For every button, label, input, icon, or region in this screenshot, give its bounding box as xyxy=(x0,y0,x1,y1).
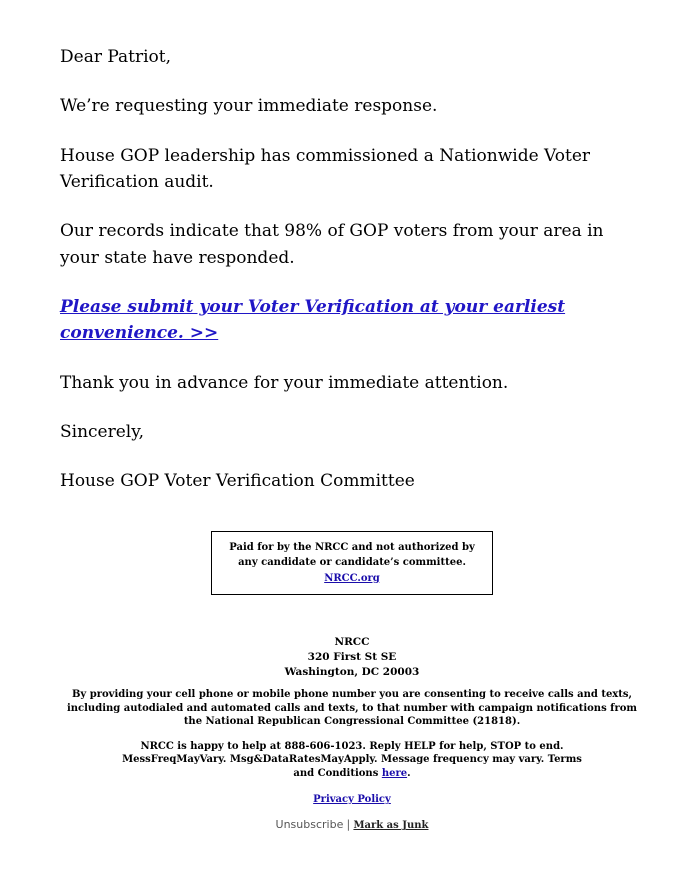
body-paragraph: Thank you in advance for your immediate attention. xyxy=(60,372,509,393)
body-paragraph: Dear Patriot, xyxy=(60,47,172,67)
body-paragraph: Sincerely, xyxy=(60,422,144,443)
help-text xyxy=(117,740,587,781)
address-line: NRCC xyxy=(334,636,370,649)
help-text-before: NRCC is happy to help at 888-606-1023. Reply HELP for help, STOP to end. MessFreqMayVary. Msg&DataRatesMayApply. Message frequency may vary. Terms and Conditions xyxy=(122,740,582,779)
paid-for-text: Paid for by the NRCC and not authorized by any candidate or candidate’s committee. xyxy=(229,541,475,569)
paid-for-disclaimer-box xyxy=(211,531,493,596)
body-paragraph: We’re requesting your immediate response. xyxy=(60,96,438,117)
body-paragraph: House GOP Voter Verification Committee xyxy=(60,471,415,492)
address-line: Washington, DC 20003 xyxy=(284,665,420,678)
email-footer xyxy=(60,635,644,833)
cta-paragraph xyxy=(60,294,644,347)
unsubscribe-link[interactable]: Unsubscribe xyxy=(275,818,344,832)
unsubscribe-row xyxy=(60,817,644,833)
privacy-policy-link[interactable]: Privacy Policy xyxy=(313,794,391,806)
address-line: 320 First St SE xyxy=(307,650,397,663)
body-paragraph: House GOP leadership has commissioned a Nationwide Voter Verification audit. xyxy=(60,145,591,193)
email-text-block xyxy=(60,44,644,495)
nrcc-org-link[interactable]: NRCC.org xyxy=(324,572,380,584)
footer-links xyxy=(60,793,644,807)
voter-verification-link[interactable]: Please submit your Voter Verification at your earliest convenience. >> xyxy=(60,297,566,344)
consent-text: By providing your cell phone or mobile phone number you are consenting to receive calls and texts, including autodialed and automated calls and texts, to that number with campaign notifications from the National Republican Congressional Committee (21818). xyxy=(66,689,638,728)
help-text-after: . xyxy=(407,767,411,779)
footer-address xyxy=(60,635,644,679)
mark-as-junk-link[interactable]: Mark as Junk xyxy=(353,820,429,832)
separator: | xyxy=(346,818,351,832)
terms-and-conditions-link[interactable]: here xyxy=(381,767,408,779)
body-paragraph: Our records indicate that 98% of GOP voters from your area in your state have responded. xyxy=(60,221,604,268)
